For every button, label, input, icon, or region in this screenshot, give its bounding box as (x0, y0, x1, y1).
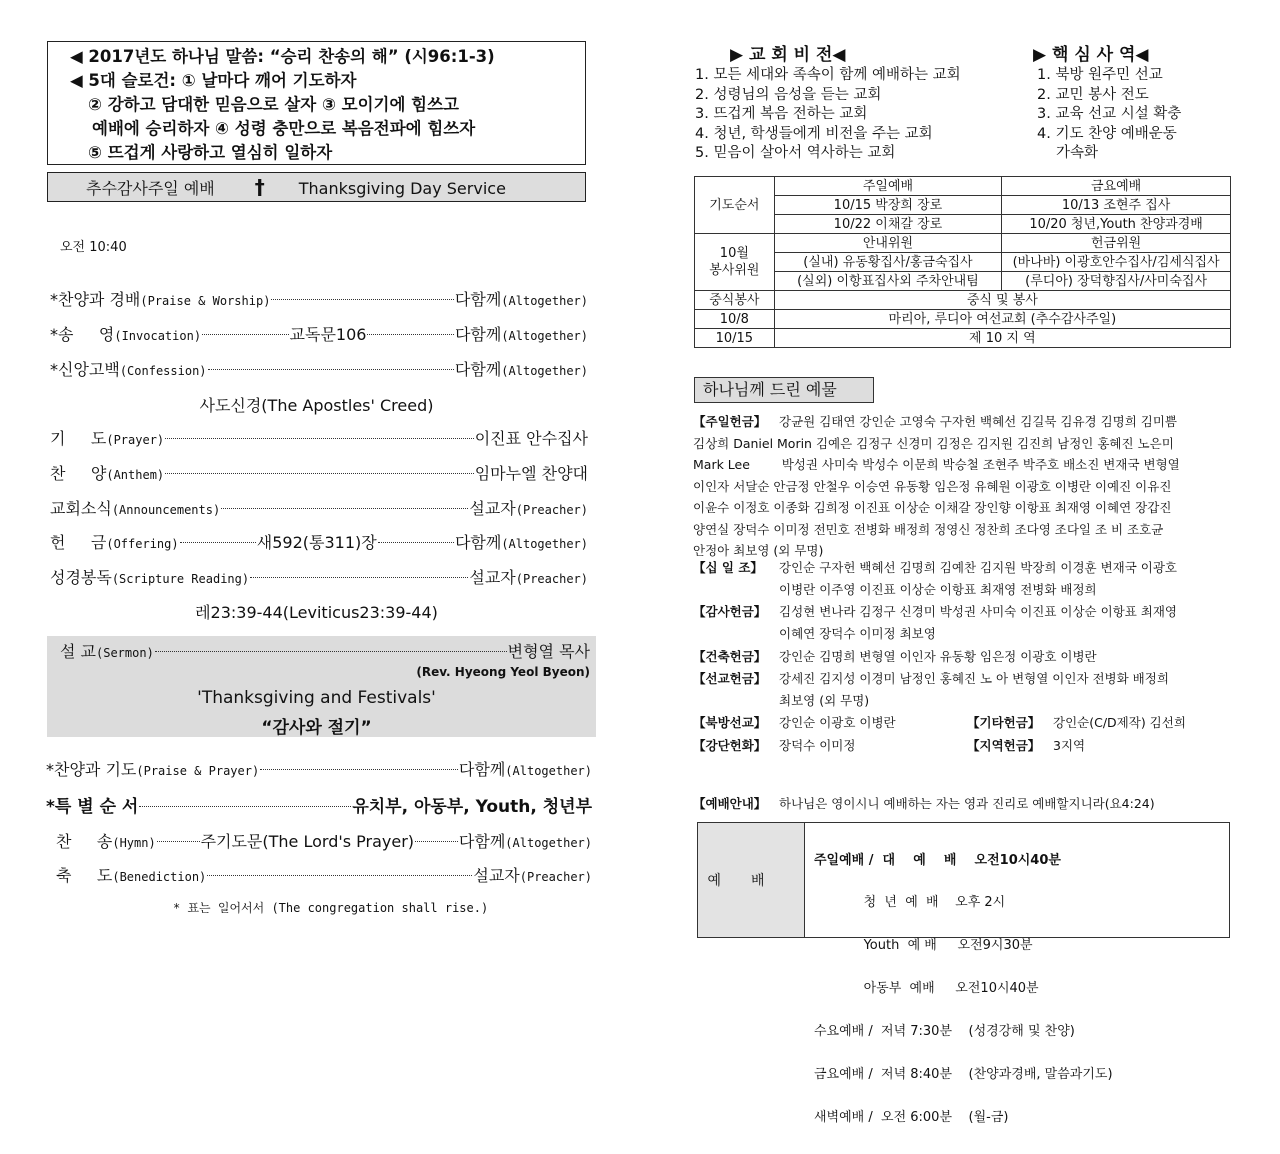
worship-time-line: 아동부 예배 오전10시40분 (814, 981, 1039, 997)
category-label: 【선교헌금】 (693, 671, 767, 686)
name-line: 강인순 김명희 변형열 이인자 유동황 임은정 이광호 이병란 (779, 649, 1097, 664)
meal-header: 중식 및 봉사 (774, 291, 1230, 310)
order-item-leader-en: (Altogether) (505, 764, 592, 778)
order-item-label: 축 도 (56, 866, 113, 885)
order-item-label: *특 별 순 서 (46, 797, 139, 817)
meal-label: 중식봉사 (695, 291, 775, 310)
sermon-preacher-en: (Rev. Hyeong Yeol Byeon) (416, 665, 590, 679)
order-item-leader: 이진표 안수집사 (474, 429, 588, 448)
order-item (56, 863, 592, 886)
order-item-leader: 다함께 (458, 760, 506, 779)
leader-dots (378, 542, 454, 543)
order-item-leader-en: (Altogether) (501, 537, 589, 551)
sermon-row (60, 639, 590, 662)
worship-time-line: 금요예배 / 저녁 8:40분 (찬양과경배, 말씀과기도) (814, 1067, 1113, 1083)
core-item: 가속화 (1056, 145, 1099, 161)
worship-time-line: 주일예배 / 대 예 배 오전10시40분 (814, 852, 1061, 868)
worship-times-lines (814, 825, 1113, 1154)
leader-dots (139, 806, 351, 807)
order-item-detail: 교독문106 (289, 325, 367, 344)
order-item-leader: 임마누엘 찬양대 (474, 464, 588, 483)
order-item-leader: 다함께 (458, 832, 506, 851)
sermon-label: 설 교 (60, 642, 96, 661)
order-item (50, 322, 588, 345)
category-label: 【기타헌금】 (967, 715, 1041, 730)
offering-mission (693, 668, 1233, 711)
sermon-label-en: (Sermon) (96, 646, 154, 660)
order-item-label: 헌 금 (50, 533, 107, 552)
usher-entry: (실외) 이항표집사외 주차안내팀 (774, 272, 1001, 291)
order-item-label-en: (Anthem) (106, 468, 165, 482)
vision-item: 2. 성령님의 음성을 듣는 교회 (695, 86, 882, 103)
sunday-prayer: 10/15 박장희 장로 (774, 196, 1001, 215)
offering-entry: (루디아) 장덕향집사/사미숙집사 (1002, 272, 1231, 291)
motto-line: ◀ 2017년도 하나님 말씀: “승리 찬송의 해” (시96:1-3) (70, 47, 495, 66)
name-line: Mark Lee 박성권 사미숙 박성수 이문희 박승철 조현주 박주호 배소진 변재국 변형열 (693, 457, 1180, 472)
vision-item: 5. 믿음이 살아서 역사하는 교회 (695, 145, 896, 161)
offering-header: 헌금위원 (1002, 234, 1231, 253)
order-item-label-en: (Confession) (119, 364, 207, 378)
order-item-leader-en: (Preacher) (515, 503, 588, 517)
core-item: 4. 기도 찬양 예배운동 (1037, 125, 1177, 142)
category-label: 【강단헌화】 (693, 738, 767, 753)
category-label: 【북방선교】 (693, 715, 767, 730)
core-item: 3. 교육 선교 시설 확충 (1037, 106, 1182, 122)
name-line: 이인자 서달순 안금정 안철우 이승연 유동황 임은정 유혜원 이광호 이병란 이예진 이유진 (693, 478, 1172, 494)
order-item (56, 829, 592, 852)
motto-line: ◀ 5대 슬로건: ① 날마다 깨어 기도하자 (70, 71, 357, 90)
friday-prayer: 10/20 청년,Youth 찬양과경배 (1002, 215, 1231, 234)
leader-dots (271, 299, 454, 300)
apostles-creed: 사도신경(The Apostles' Creed) (199, 396, 434, 415)
meal-text: 제 10 지 역 (774, 329, 1230, 348)
order-item (50, 461, 588, 484)
month-label: 10월 (719, 246, 749, 261)
vision-item: 4. 청년, 학생들에게 비전을 주는 교회 (695, 125, 933, 142)
leader-dots (165, 473, 474, 474)
cross-icon: † (254, 175, 265, 199)
usher-header: 안내위원 (774, 234, 1001, 253)
order-item-label-en: (Offering) (106, 537, 179, 551)
offering-row-north-etc (693, 712, 1233, 734)
offering-row-pulpit-region (693, 735, 1233, 757)
order-item-label-en: (Scripture Reading) (111, 572, 250, 586)
order-item (50, 496, 588, 519)
name-line: 이혜연 장덕수 이미정 최보영 (779, 625, 936, 641)
order-item-label-en: (Benediction) (112, 870, 207, 884)
order-item-label-en: (Praise & Prayer) (136, 764, 260, 778)
name-line: 이병란 이주영 이진표 이상순 이항표 최재영 전병화 배정희 (779, 581, 1097, 597)
service-time: 오전 10:40 (60, 240, 127, 255)
order-item-leader-en: (Preacher) (519, 870, 592, 884)
order-item-label: *신앙고백 (50, 360, 120, 379)
worship-time-line: 새벽예배 / 오전 6:00분 (월-금) (814, 1109, 1009, 1125)
motto-line: ② 강하고 담대한 믿음으로 살자 ③ 모이기에 힘쓰고 (88, 95, 459, 114)
order-item (50, 530, 588, 553)
motto-line: 예배에 승리하자 ④ 성령 충만으로 복음전파에 힘쓰자 (92, 119, 476, 138)
order-item-leader-en: (Altogether) (501, 364, 588, 378)
name-line: 안정아 최보영 (외 무명) (693, 543, 824, 558)
worship-guide (693, 793, 1233, 815)
service-committee-label (695, 234, 775, 291)
name-line: 장덕수 이미정 (779, 738, 856, 753)
category-label: 【감사헌금】 (693, 604, 767, 619)
order-item (50, 287, 588, 310)
leader-dots (202, 334, 288, 335)
order-item-label-en: (Hymn) (112, 836, 156, 850)
order-item-label: 성경봉독 (50, 568, 112, 587)
vision-item: 3. 뜨겁게 복음 전하는 교회 (695, 106, 868, 122)
offerings-title: 하나님께 드린 예물 (694, 377, 874, 403)
order-item-label: 찬 송 (56, 832, 113, 851)
usher-entry: (실내) 유동황집사/홍금숙집사 (774, 253, 1001, 272)
order-item-leader: 설교자 (469, 568, 516, 587)
leader-dots (250, 577, 468, 578)
leader-dots (180, 542, 256, 543)
leader-dots (208, 369, 454, 370)
leader-dots (415, 841, 458, 842)
service-title-english: Thanksgiving Day Service (298, 179, 506, 198)
sermon-preacher: 변형열 목사 (507, 642, 590, 661)
worship-time-line: Youth 예 배 오전9시30분 (814, 938, 1033, 954)
order-item (50, 357, 588, 380)
leader-dots (367, 334, 453, 335)
worship-side-label: 예배 (698, 823, 805, 937)
core-ministry-title: ▶ 핵 심 사 역◀ (1033, 45, 1149, 65)
order-item-label-en: (Prayer) (106, 433, 165, 447)
sermon-title-korean: “감사와 절기” (261, 718, 372, 738)
order-item (50, 426, 588, 449)
offering-building (693, 646, 1233, 668)
offering-entry: (바나바) 이광호안수집사/김세식집사 (1002, 253, 1231, 272)
motto-line: ⑤ 뜨겁게 사랑하고 열심히 일하자 (88, 143, 333, 162)
category-label: 【지역헌금】 (967, 738, 1041, 753)
order-item-label-en: (Announcements) (111, 503, 221, 517)
worship-time-line: 청 년 예 배 오후 2시 (814, 895, 1006, 911)
name-line: 양연실 장덕수 이미정 전민호 전병화 배정희 정영신 정찬희 조다영 조다일 조 비 조호균 (693, 521, 1164, 537)
name-line: 강세진 김지성 이경미 남정인 홍혜진 노 아 변형열 이인자 전병화 배정희 (779, 671, 1169, 686)
name-line: 김상희 Daniel Morin 김예은 김정구 신경미 김정은 김지원 김진희 남정인 홍혜진 노은미 (693, 435, 1174, 451)
name-line: 강균원 김태연 강인순 고영숙 구자헌 백혜선 김길묵 김유경 김명희 김미쁨 (779, 414, 1178, 429)
name-line: 이윤수 이정호 이종화 김희정 이진표 이상순 이채갈 장인향 이항표 최재영 이혜연 장갑진 (693, 500, 1172, 515)
scripture-reference: 레23:39-44(Leviticus23:39-44) (195, 603, 438, 622)
order-item-leader-en: (Altogether) (505, 836, 592, 850)
vision-item: 1. 모든 세대와 족속이 함께 예배하는 교회 (695, 67, 961, 83)
order-item-leader-en: (Preacher) (515, 572, 588, 586)
name-line: 강인순 구자헌 백혜선 김명희 김예찬 김지원 박장희 이경훈 변재국 이광호 (779, 560, 1178, 575)
friday-prayer: 10/13 조현주 집사 (1002, 196, 1231, 215)
order-item-leader: 다함께 (454, 325, 502, 344)
order-item (46, 792, 592, 817)
worship-guide-verse: 하나님은 영이시니 예배하는 자는 영과 진리로 예배할지니라(요4:24) (779, 796, 1155, 811)
category-label: 【건축헌금】 (693, 649, 767, 664)
order-item-label: 교회소식 (50, 499, 112, 518)
church-vision-title: ▶ 교 회 비 전◀ (730, 45, 846, 65)
order-item-leader: 설교자 (469, 499, 516, 518)
core-item: 2. 교민 봉사 전도 (1037, 86, 1149, 103)
order-item (46, 757, 592, 780)
name-line: 3지역 (1053, 738, 1086, 753)
leader-dots (157, 841, 200, 842)
schedule-table (694, 176, 1231, 348)
order-item-label: *송 영 (50, 325, 115, 344)
name-line: 최보영 (외 무명) (779, 692, 870, 708)
order-item-leader: 다함께 (454, 533, 502, 552)
meal-text: 마리아, 루디아 여선교회 (추수감사주일) (774, 310, 1230, 329)
sermon-title-english: 'Thanksgiving and Festivals' (197, 688, 436, 708)
category-label: 【예배안내】 (693, 796, 767, 811)
worship-times-box (697, 822, 1230, 1125)
offering-thanks (693, 601, 1233, 644)
service-label: 봉사위원 (709, 263, 760, 278)
name-line: 강인순(C/D제작) 김선희 (1053, 715, 1186, 730)
order-item-label: *찬양과 경배 (50, 290, 141, 309)
order-item-label-en: (Invocation) (114, 329, 202, 343)
meal-date: 10/8 (695, 310, 775, 329)
order-item (50, 565, 588, 588)
name-line: 김성현 변나라 김정구 신경미 박성권 사미숙 이진표 이상순 이항표 최재영 (779, 604, 1178, 619)
leader-dots (260, 769, 458, 770)
order-item-leader: 설교자 (473, 866, 520, 885)
order-item-leader: 다함께 (454, 290, 502, 309)
order-item-leader-en: (Altogether) (501, 329, 589, 343)
core-ministry-list (1037, 66, 1181, 164)
order-item-detail: 주기도문(The Lord's Prayer) (200, 832, 415, 851)
category-label: 【주일헌금】 (693, 414, 767, 429)
order-item-leader: 다함께 (454, 360, 502, 379)
category-label: 【십 일 조】 (693, 560, 763, 575)
motto-box (47, 41, 586, 165)
church-vision-list (695, 66, 961, 164)
order-item-label-en: (Praise & Worship) (140, 294, 271, 308)
leader-dots (155, 651, 507, 652)
sunday-prayer: 10/22 이채갈 장로 (774, 215, 1001, 234)
name-line: 강인순 이광호 이병란 (779, 715, 896, 730)
worship-time-line: 수요예배 / 저녁 7:30분 (성경강해 및 찬양) (814, 1024, 1075, 1040)
order-item-label: 찬 양 (50, 464, 107, 483)
order-item-leader-en: (Altogether) (501, 294, 588, 308)
order-item-leader: 유치부, 아동부, Youth, 청년부 (352, 797, 592, 817)
order-item-detail: 새592(통311)장 (256, 533, 377, 552)
service-title-bar (47, 172, 586, 202)
order-item-label: *찬양과 기도 (46, 760, 137, 779)
meal-date: 10/15 (695, 329, 775, 348)
sunday-header: 주일예배 (774, 177, 1001, 196)
service-title-korean: 추수감사주일 예배 (86, 179, 215, 198)
leader-dots (207, 875, 472, 876)
offering-tithe (693, 557, 1233, 600)
leader-dots (165, 438, 474, 439)
friday-header: 금요예배 (1002, 177, 1231, 196)
prayer-order-label: 기도순서 (695, 177, 775, 234)
order-item-label: 기 도 (50, 429, 107, 448)
offering-sunday (693, 411, 1233, 562)
core-item: 1. 북방 원주민 선교 (1037, 67, 1163, 83)
standing-footnote: * 표는 일어서서 (The congregation shall rise.) (173, 901, 489, 915)
leader-dots (221, 508, 468, 509)
